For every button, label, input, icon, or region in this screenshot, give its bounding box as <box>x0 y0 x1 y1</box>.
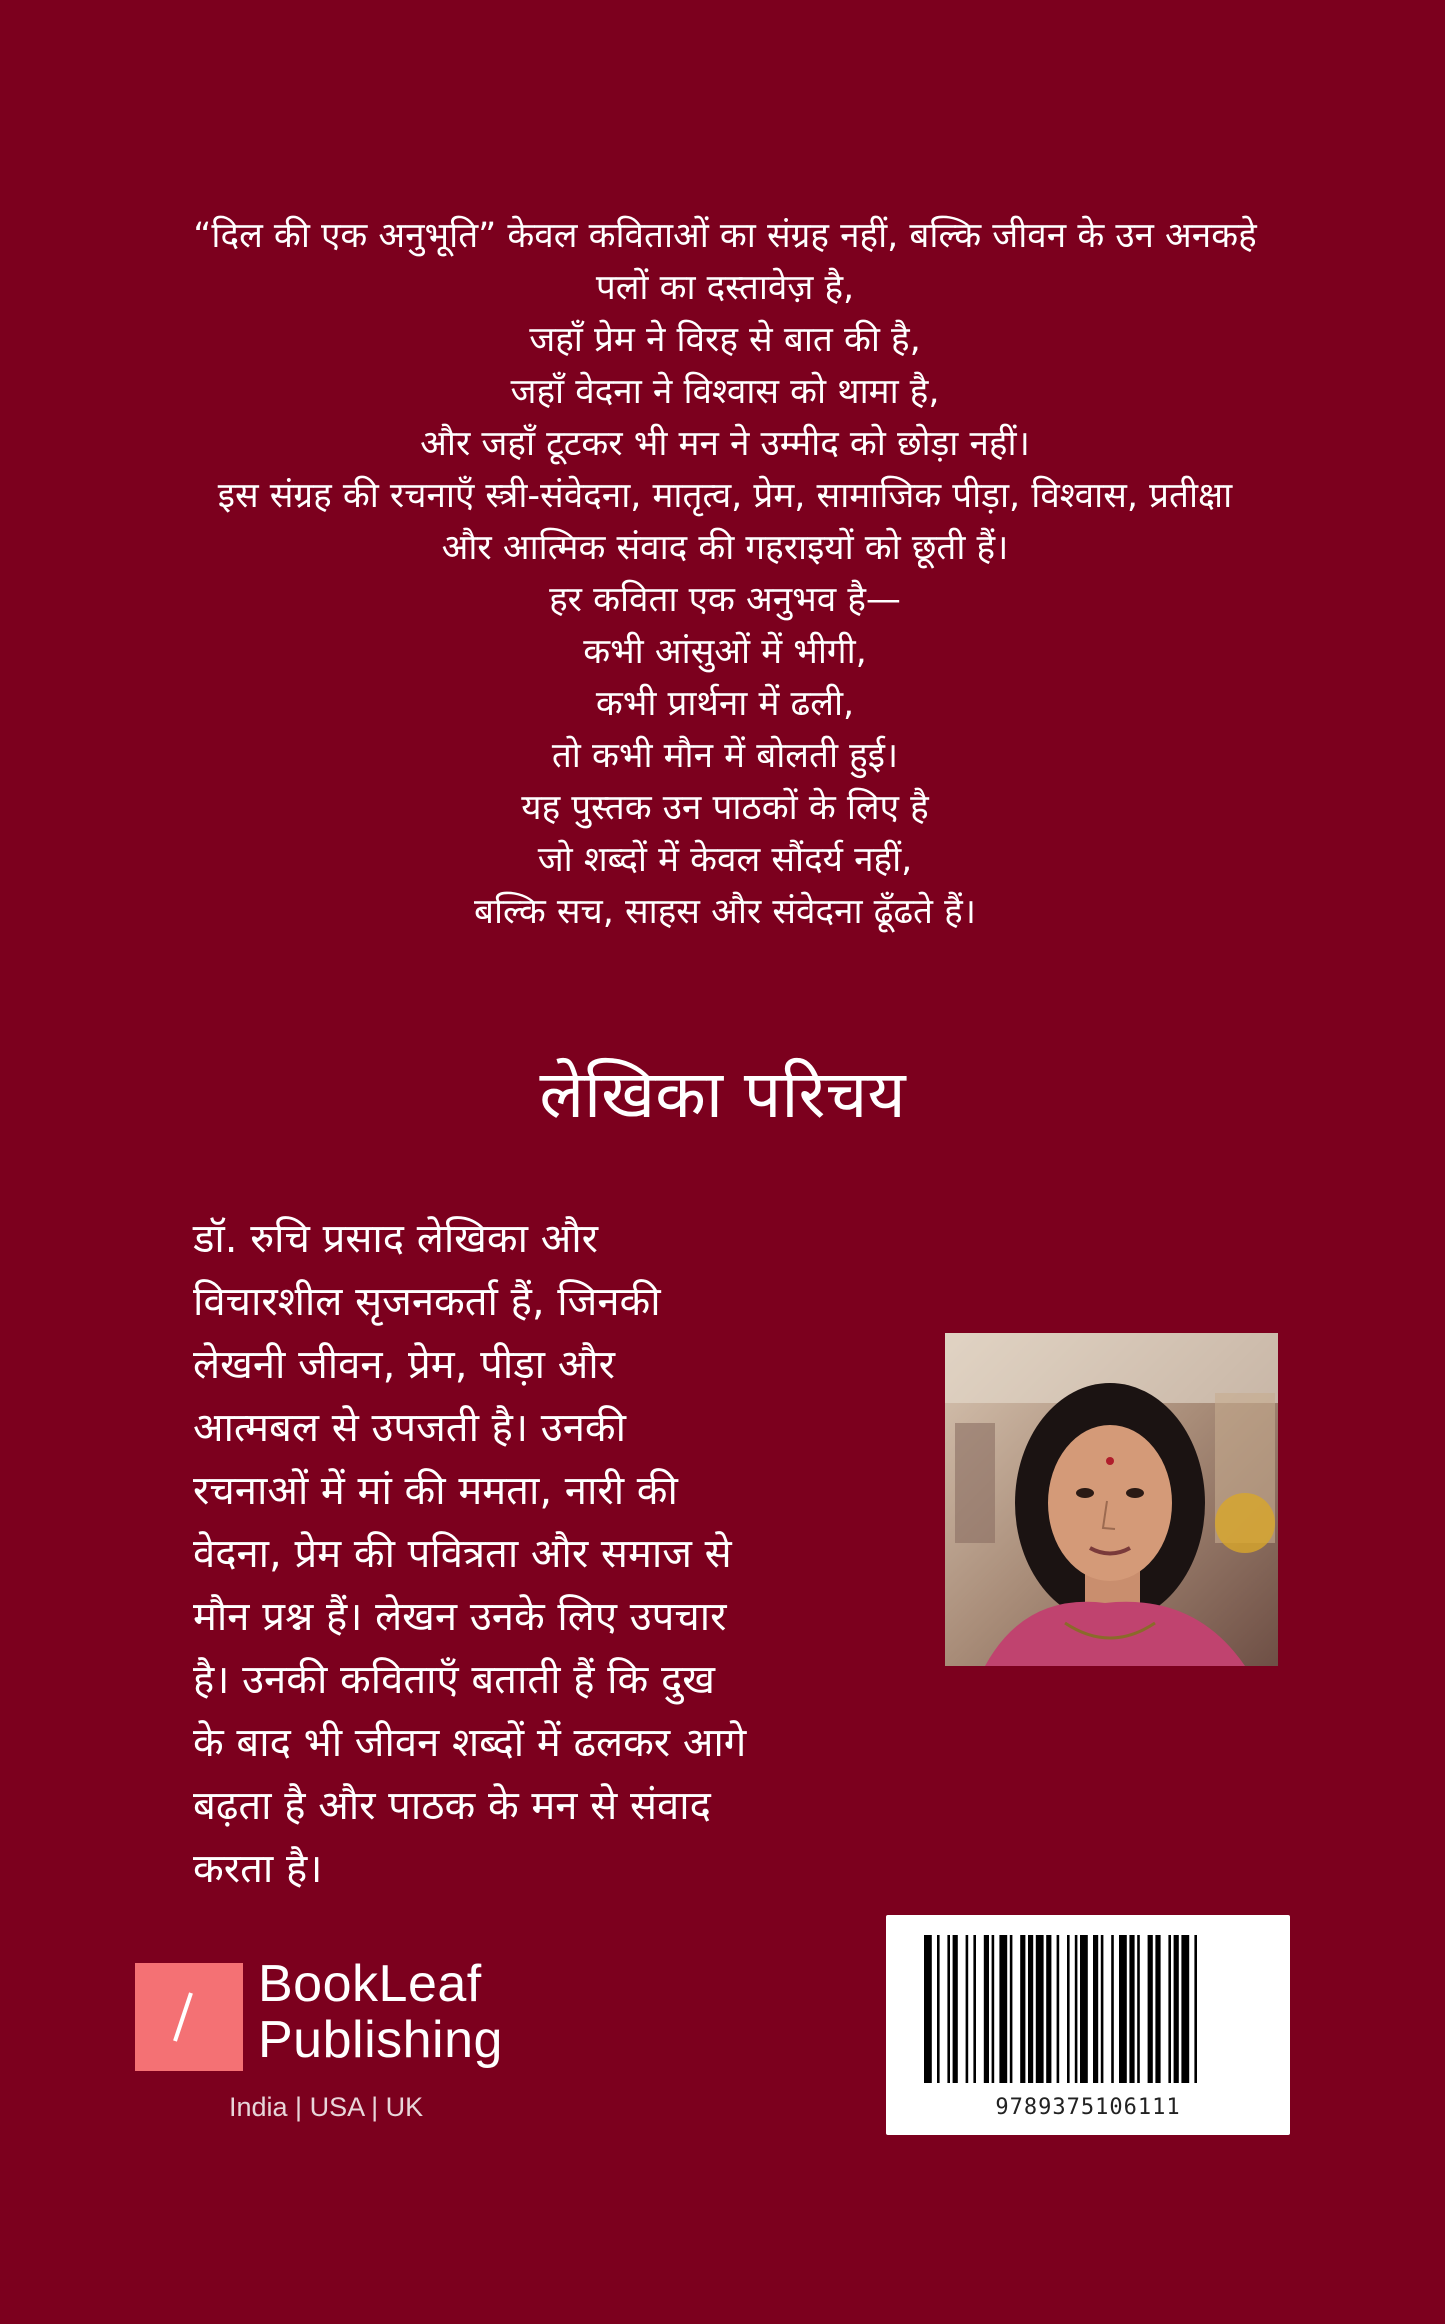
blurb-line: जहाँ प्रेम ने विरह से बात की है, <box>529 320 921 360</box>
blurb-line: यह पुस्तक उन पाठकों के लिए है <box>521 788 929 828</box>
bio-line: रचनाओं में मां की ममता, नारी की <box>193 1468 678 1514</box>
bio-line: बढ़ता है और पाठक के मन से संवाद <box>193 1783 711 1829</box>
blurb-line: “दिल की एक अनुभूति” केवल कविताओं का संग्रह नहीं, बल्कि जीवन के उन अनकहे <box>193 216 1257 256</box>
blurb-line: कभी प्रार्थना में ढली, <box>595 684 855 724</box>
bio-line: मौन प्रश्न हैं। लेखन उनके लिए उपचार <box>193 1594 727 1640</box>
publisher-regions: India | USA | UK <box>229 2092 424 2122</box>
blurb-line: तो कभी मौन में बोलती हुई। <box>551 736 899 776</box>
publisher-name <box>258 1956 503 2068</box>
isbn-number: 9789375106111 <box>995 2095 1181 2120</box>
blurb-line: जो शब्दों में केवल सौंदर्य नहीं, <box>537 840 913 880</box>
publisher-name-line2: Publishing <box>258 2011 503 2069</box>
bio-line: है। उनकी कविताएँ बताती हैं कि दुख <box>193 1657 715 1703</box>
bio-line: लेखनी जीवन, प्रेम, पीड़ा और <box>193 1342 615 1388</box>
bio-line: विचारशील सृजनकर्ता हैं, जिनकी <box>193 1279 661 1325</box>
bio-line: वेदना, प्रेम की पवित्रता और समाज से <box>193 1531 732 1577</box>
blurb-line: बल्कि सच, साहस और संवेदना ढूँढते हैं। <box>474 892 976 932</box>
author-intro-heading: लेखिका परिचय <box>539 1056 906 1133</box>
blurb-line: और आत्मिक संवाद की गहराइयों को छूती हैं। <box>441 528 1009 568</box>
bio-line: के बाद भी जीवन शब्दों में ढलकर आगे <box>193 1720 747 1766</box>
bio-line: डॉ. रुचि प्रसाद लेखिका और <box>193 1216 598 1262</box>
back-cover-blurb <box>120 210 1330 938</box>
blurb-line: कभी आंसुओं में भीगी, <box>583 632 867 672</box>
blurb-line: हर कविता एक अनुभव है— <box>549 580 901 620</box>
author-photo <box>945 1333 1278 1666</box>
blurb-line: और जहाँ टूटकर भी मन ने उम्मीद को छोड़ा नहीं। <box>420 424 1030 464</box>
barcode-bars <box>886 1915 1290 2090</box>
bio-line: आत्मबल से उपजती है। उनकी <box>193 1405 626 1451</box>
blurb-line: इस संग्रह की रचनाएँ स्त्री-संवेदना, मातृत्व, प्रेम, सामाजिक पीड़ा, विश्वास, प्रतीक्षा <box>217 476 1233 516</box>
blurb-line: जहाँ वेदना ने विश्वास को थामा है, <box>510 372 940 412</box>
blurb-line: पलों का दस्तावेज़ है, <box>595 268 855 308</box>
author-bio <box>193 1208 893 1901</box>
isbn-barcode <box>886 1915 1290 2135</box>
publisher-name-line1: BookLeaf <box>258 1955 482 2013</box>
publisher-logo-mark <box>135 1963 243 2071</box>
bio-line: करता है। <box>193 1846 323 1892</box>
